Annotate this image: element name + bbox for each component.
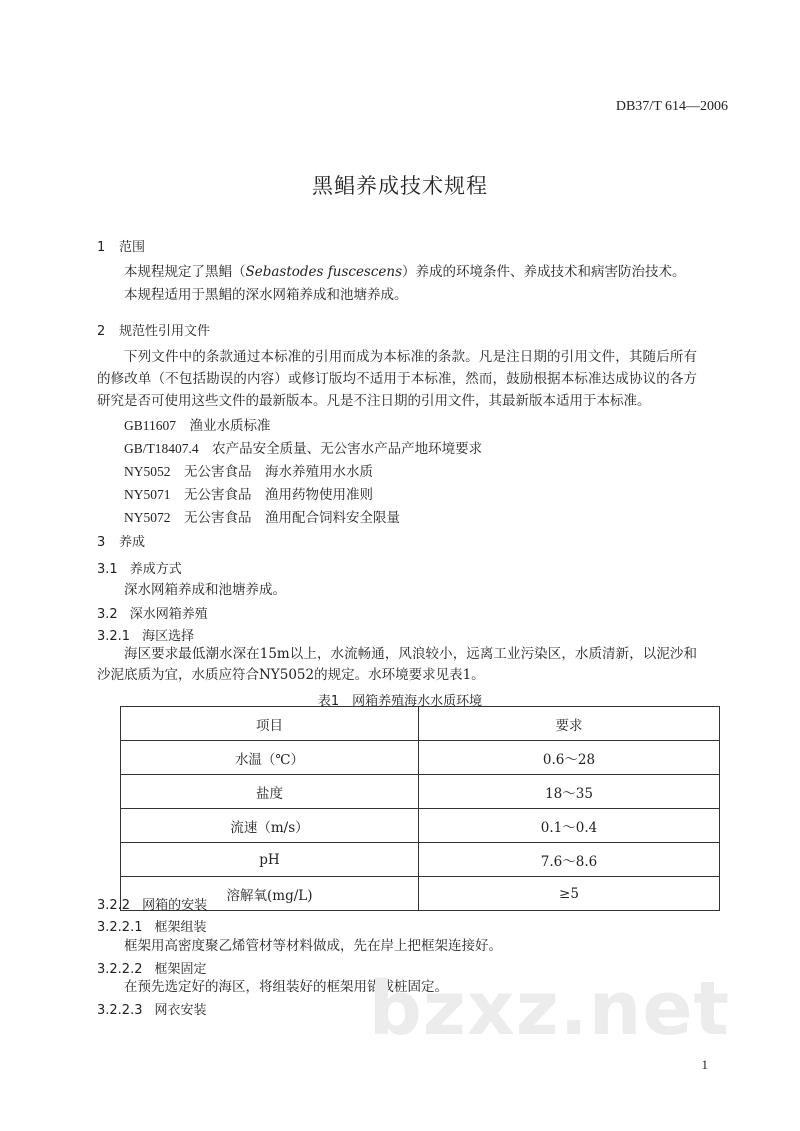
reference-code: GB11607 [124,418,177,433]
subsection-title: 海区选择 [142,629,195,644]
section-number: 1 [97,240,106,255]
subsection-3-2-heading [97,603,208,622]
section-title: 范围 [119,240,146,255]
table-row [121,775,720,809]
subsection-number: 3.2.2.3 [97,1003,143,1018]
subsection-3-2-2-3-heading [97,999,207,1018]
table-cell: 0.1～0.4 [419,809,720,843]
subsection-3-2-2-1-heading [97,916,207,935]
subsection-number: 3.1 [97,562,118,577]
section-number: 2 [97,324,106,339]
subsection-title: 网衣安装 [154,1003,207,1018]
table-cell: 水温（℃） [121,741,419,775]
subsection-title: 框架固定 [154,962,207,977]
scope-text: ）养成的环境条件、养成技术和病害防治技术。 [402,264,686,280]
table-header-cell: 项目 [121,707,419,741]
table-header-cell: 要求 [419,707,720,741]
subsection-3-2-2-heading [97,894,207,913]
reference-item [124,483,373,503]
table-cell: 18～35 [419,775,720,809]
table-row [121,877,720,911]
subsection-3-1-heading [97,558,182,577]
reference-name: 无公害食品 渔用配合饲料安全限量 [184,510,400,526]
table-cell: pH [121,843,419,877]
table-row [121,741,720,775]
table-cell: 7.6～8.6 [419,843,720,877]
section-title: 养成 [119,535,146,550]
table-row [121,809,720,843]
subsection-title: 网箱的安装 [142,898,208,913]
section-title: 规范性引用文件 [119,324,211,339]
subsection-3-1-text: 深水网箱养成和池塘养成。 [124,582,286,598]
table-cell: 溶解氧(mg/L) [121,877,419,911]
scope-text: 本规程规定了黑鲳（ [124,264,246,280]
normative-references-paragraph: 下列文件中的条款通过本标准的引用而成为本标准的条款。凡是注日期的引用文件，其随后所有的修改单（不包括勘误的内容）或修订版均不适用于本标准，然而，鼓励根据本标准达成协议的各方研究是否可使用这些文件的最新版本。凡是不注日期的引用文件，其最新版本适用于本标准。 [97,349,697,409]
table-cell: ≥5 [419,877,720,911]
watermark: bzxz.net [368,966,730,1052]
reference-code: NY5071 [124,487,171,502]
subsection-number: 3.2.2.1 [97,920,143,935]
reference-code: NY5072 [124,510,171,525]
table-cell: 0.6～28 [419,741,720,775]
section-number: 3 [97,535,106,550]
reference-item [124,414,271,434]
scope-paragraph-1 [124,262,686,282]
subsection-title: 深水网箱养殖 [129,607,208,622]
section-3-heading [97,531,145,550]
subsection-number: 3.2.2.2 [97,962,143,977]
subsection-title: 养成方式 [129,562,182,577]
scope-paragraph-2: 本规程适用于黑鲳的深水网箱养成和池塘养成。 [124,287,408,303]
subsection-title: 框架组装 [154,920,207,935]
table-cell: 流速（m/s） [121,809,419,843]
reference-item [124,437,482,457]
reference-name: 渔业水质标准 [189,418,271,434]
site-selection-paragraph: 海区要求最低潮水深在15m以上，水流畅通，风浪较小，远离工业污染区，水质清新，以泥沙和沙泥底质为宜，水质应符合NY5052的规定。水环境要求见表1。 [97,646,697,683]
subsection-3-2-1-heading [97,625,194,644]
subsection-number: 3.2 [97,607,118,622]
table-row [121,843,720,877]
frame-assembly-text: 框架用高密度聚乙烯管材等材料做成，先在岸上把框架连接好。 [124,938,502,954]
table-cell: 盐度 [121,775,419,809]
section-1-heading [97,236,145,255]
reference-name: 农产品安全质量、无公害水产品产地环境要求 [212,441,483,457]
reference-item [124,506,400,526]
reference-code: GB/T18407.4 [124,441,199,456]
subsection-3-2-2-2-heading [97,958,207,977]
table-caption: 表1 网箱养殖海水水质环境 [317,694,483,709]
reference-item [124,460,373,480]
subsection-number: 3.2.2 [97,898,131,913]
reference-name: 无公害食品 海水养殖用水水质 [184,464,373,480]
subsection-number: 3.2.1 [97,629,131,644]
document-code: DB37/T 614—2006 [615,99,728,114]
reference-code: NY5052 [124,464,171,479]
frame-fixing-text: 在预先选定好的海区，将组装好的框架用锚或桩固定。 [124,979,448,995]
page-number: 1 [701,1057,708,1072]
document-title: 黑鲳养成技术规程 [312,174,488,198]
section-2-heading [97,320,210,339]
latin-name: Sebastodes fuscescens [245,264,403,280]
table-header-row [121,707,720,741]
reference-name: 无公害食品 渔用药物使用准则 [184,487,373,503]
water-quality-table [120,706,720,911]
